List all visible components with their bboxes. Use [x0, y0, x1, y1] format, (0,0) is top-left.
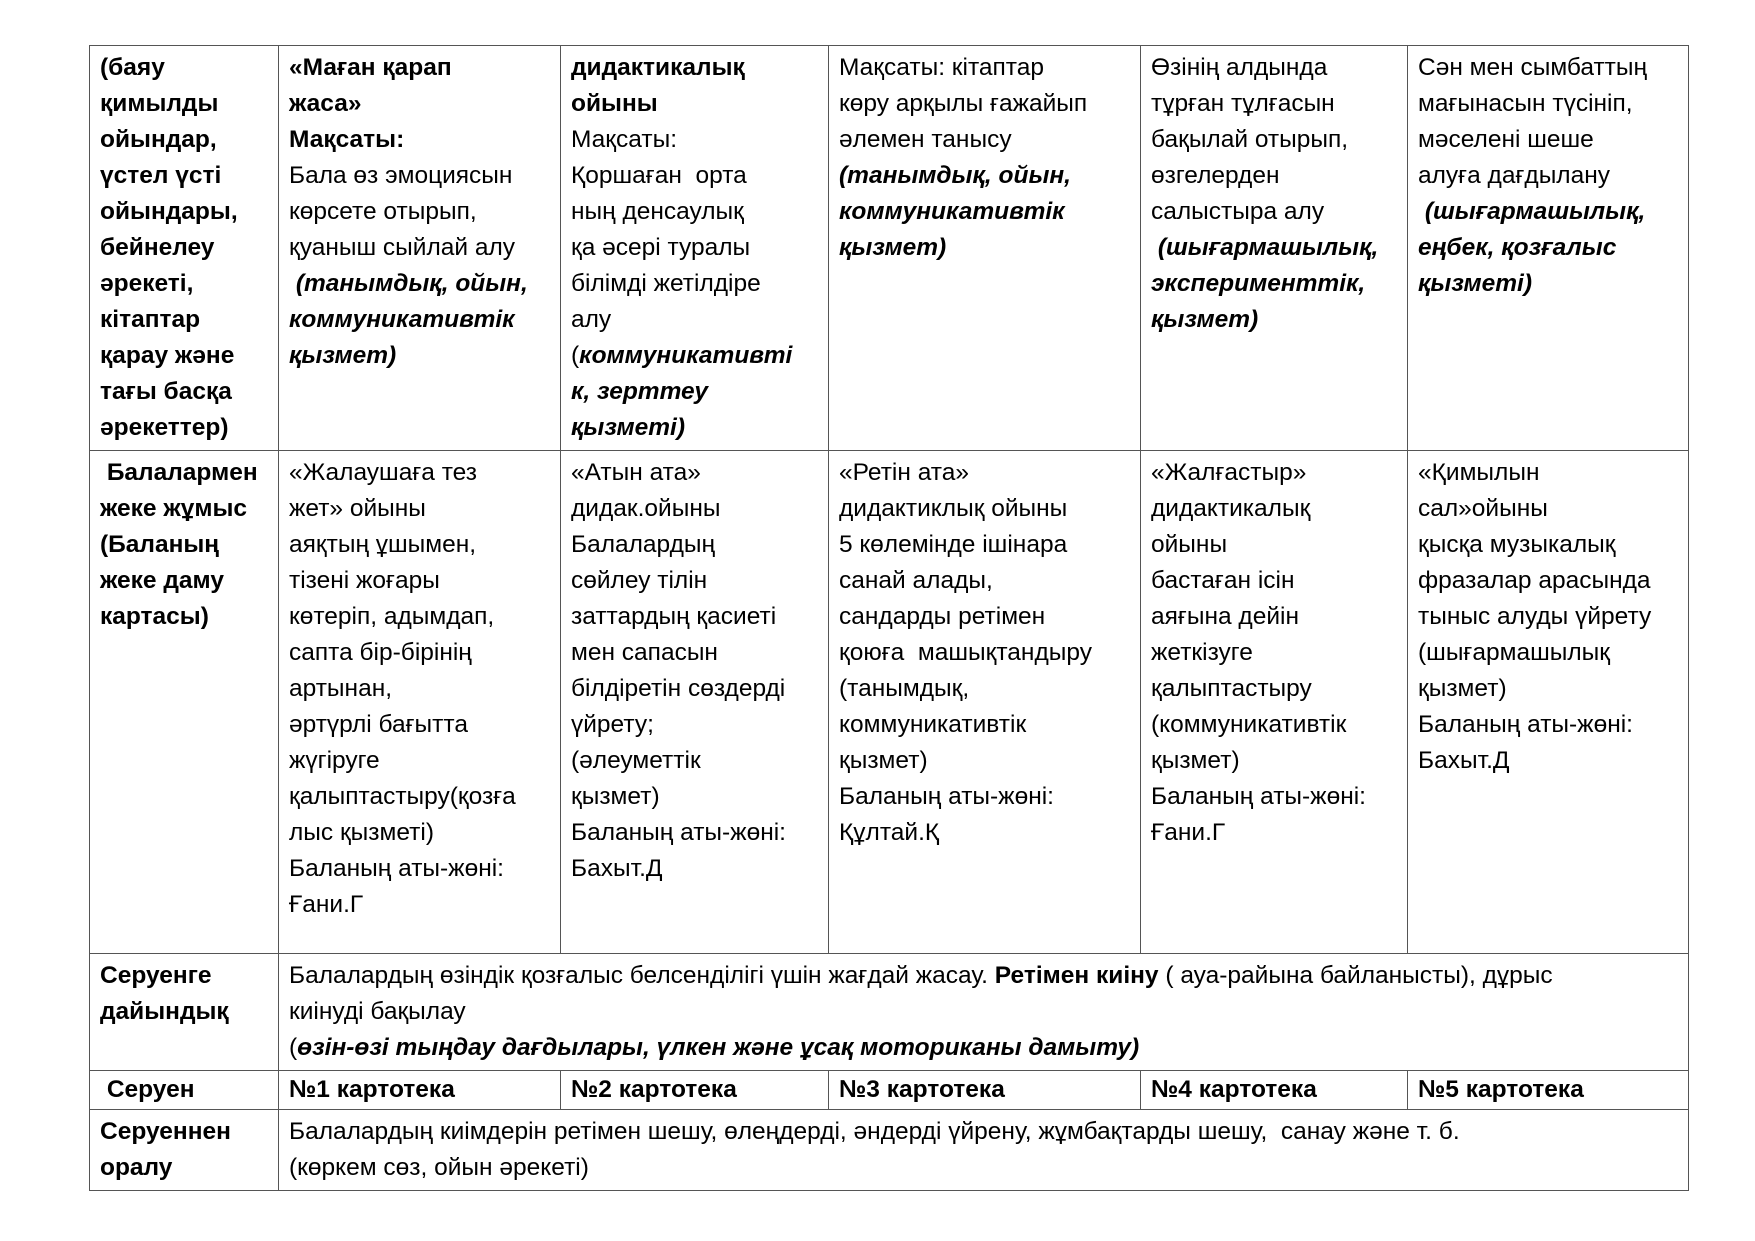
activity-cell-5: Сән мен сымбаттың мағынасын түсініп, мәселені шеше алуға дағдылану (шығармашылық, еңбек, қозғалыс қызметі): [1408, 46, 1689, 451]
table-row-walk-preparation: [90, 954, 1689, 1071]
row-label-walk: Серуен: [90, 1071, 279, 1110]
individual-cell-4: «Жалғастыр» дидактикалық ойыны бастаған ісін аяғына дейін жеткізуге қалыптастыру (коммуникативтік қызмет) Баланың аты-жөні: Ғани.Г: [1141, 451, 1408, 954]
activity-cell-2: дидактикалық ойыны Мақсаты: Қоршаған орта ның денсаулық қа әсері туралы білімді жетілдіре алу (коммуникативті к, зерттеу қызметі): [561, 46, 829, 451]
return-content: Балалардың киімдерін ретімен шешу, өлеңдерді, әндерді үйрену, жұмбақтарды шешу, санау және т. б. (көркем сөз, ойын әрекеті): [279, 1110, 1689, 1191]
individual-cell-5: «Қимылын сал»ойыны қысқа музыкалық фразалар арасында тыныс алуды үйрету (шығармашылық қызмет) Баланың аты-жөні: Бахыт.Д: [1408, 451, 1689, 954]
walk-card-3: №3 картотека: [829, 1071, 1141, 1110]
walk-card-2: №2 картотека: [561, 1071, 829, 1110]
row-label-walk-preparation: Серуенге дайындық: [90, 954, 279, 1071]
walk-card-1: №1 картотека: [279, 1071, 561, 1110]
individual-cell-2: «Атын ата» дидак.ойыны Балалардың сөйлеу тілін заттардың қасиеті мен сапасын білдіретін сөздерді үйрету; (әлеуметтік қызмет) Баланың аты-жөні: Бахыт.Д: [561, 451, 829, 954]
daily-plan-table: [89, 45, 1689, 1191]
walk-preparation-content: Балалардың өзіндік қозғалыс белсенділігі үшін жағдай жасау. Ретімен киіну ( ауа-райына байланысты), дұрыс киінуді бақылау (өзін-өзі тыңдау дағдылары, үлкен және ұсақ моториканы дамыту): [279, 954, 1689, 1071]
table-row-walk: [90, 1071, 1689, 1110]
row-label-activities: (баяу қимылды ойындар, үстел үсті ойындары, бейнелеу әрекеті, кітаптар қарау және тағы басқа әрекеттер): [90, 46, 279, 451]
activity-cell-1: «Маған қарап жаса» Мақсаты: Бала өз эмоциясын көрсете отырып, қуаныш сыйлай алу (танымдық, ойын, коммуникативтік қызмет): [279, 46, 561, 451]
activity-cell-3: Мақсаты: кітаптар көру арқылы ғажайып әлемен танысу (танымдық, ойын, коммуникативтік қызмет): [829, 46, 1141, 451]
individual-cell-1: «Жалаушаға тез жет» ойыны аяқтың ұшымен, тізені жоғары көтеріп, адымдап, сапта бір-бірінің артынан, әртүрлі бағытта жүгіруге қалыптастыру(қозға лыс қызметі) Баланың аты-жөні: Ғани.Г: [279, 451, 561, 954]
activity-cell-4: Өзінің алдында тұрған тұлғасын бақылай отырып, өзгелерден салыстыра алу (шығармашылық, эксперименттік, қызмет): [1141, 46, 1408, 451]
row-label-return: Серуеннен оралу: [90, 1110, 279, 1191]
table-row-return: [90, 1110, 1689, 1191]
walk-card-4: №4 картотека: [1141, 1071, 1408, 1110]
table-row-individual-work: [90, 451, 1689, 954]
row-label-individual-work: Балалармен жеке жұмыс (Баланың жеке даму картасы): [90, 451, 279, 954]
walk-card-5: №5 картотека: [1408, 1071, 1689, 1110]
individual-cell-3: «Ретін ата» дидактиклық ойыны 5 көлемінде ішінара санай алады, сандарды ретімен қоюға машықтандыру (танымдық, коммуникативтік қызмет) Баланың аты-жөні: Құлтай.Қ: [829, 451, 1141, 954]
table-row-activities: [90, 46, 1689, 451]
